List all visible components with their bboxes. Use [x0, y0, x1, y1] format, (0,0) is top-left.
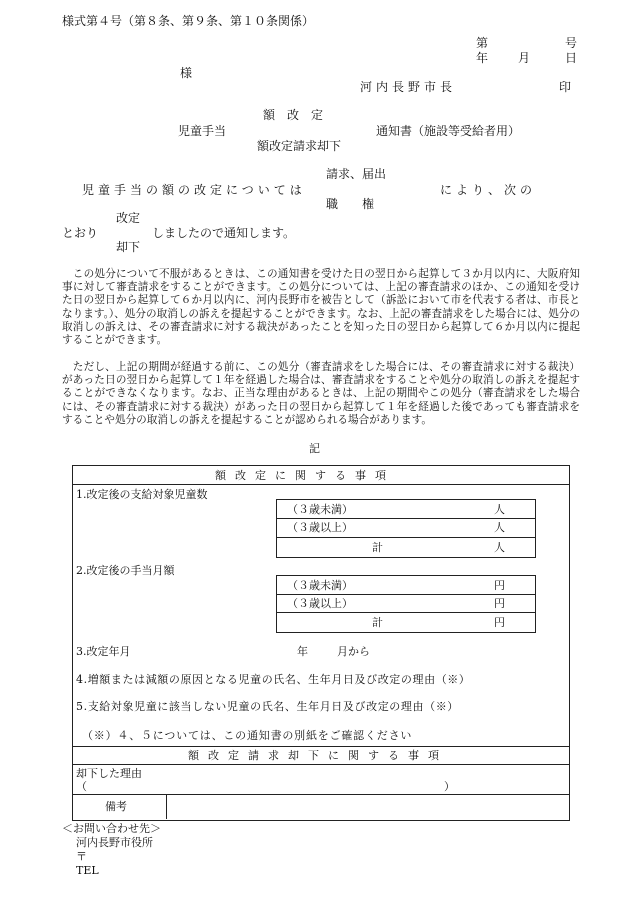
doc-number-go: 号 — [565, 36, 578, 50]
count-under3-label: （３歳未満） — [287, 503, 353, 516]
item2-label: 2.改定後の手当月額 — [76, 564, 175, 577]
contact-tel: TEL — [76, 864, 99, 877]
contact-heading: ＜お問い合わせ先＞ — [62, 822, 161, 835]
form-number: 様式第４号（第８条、第９条、第１０条関係） — [62, 14, 315, 28]
item1-label: 1.改定後の支給対象児童数 — [76, 488, 208, 501]
appeal-paragraph-1: この処分について不服があるときは、この通知書を受けた日の翌日から起算して３か月以内に、大阪府知事に対して審査請求をすることができます。この処分については、上記の審査請求のほか、この通知を受けた日の翌日から起算して６か月以内に、河内長野市を被告として（訴訟において市を代表する者は、市長となります。）、処分の取消しの訴えを提起することができます。なお、上記の審査請求をした場合には、処分の取消しの訴えは、その審査請求に対する裁決があったことを知った日の翌日から起算して６か月以内に提起することができます。 — [62, 268, 580, 347]
contact-postal: 〒 — [76, 850, 87, 863]
count-over3-unit: 人 — [494, 521, 505, 534]
intro-option-bottom: 職 権 — [326, 197, 375, 211]
count-total-label: 計 — [372, 541, 383, 554]
title-top: 額 改 定 — [263, 108, 324, 122]
date-day: 日 — [565, 51, 578, 65]
paren-close: ） — [444, 780, 455, 793]
title-bottom: 額改定請求却下 — [257, 139, 342, 153]
title-right: 通知書（施設等受給者用） — [376, 124, 521, 138]
item4-label: 4.増額または減額の原因となる児童の氏名、生年月日及び改定の理由（※） — [76, 673, 471, 686]
asterisk-note: （※）４、５については、この通知書の別紙をご確認ください — [82, 729, 413, 742]
count-under3-unit: 人 — [494, 503, 505, 516]
intro-text-2: により、次の — [440, 183, 537, 197]
title-left: 児童手当 — [178, 124, 227, 138]
biko-label: 備考 — [105, 800, 127, 813]
item3-label: 3.改定年月 — [76, 645, 131, 658]
seal-mark: 印 — [559, 80, 572, 94]
ki-mark: 記 — [309, 442, 320, 455]
appeal-paragraph-2: ただし、上記の期間が経過する前に、この処分（審査請求をした場合には、その審査請求に対する裁決）があった日の翌日から起算して１年を経過した場合は、審査請求をすることや処分の取消しの訴えを提起することができなくなります。なお、正当な理由があるときは、上記の期間やこの処分（審査請求をした場合には、その審査請求に対する裁決）があった日の翌日から起算して１年を経過した後であっても審査請求をすることや処分の取消しの訴えを提起することが認められる場合があります。 — [62, 361, 580, 426]
item3-year: 年 — [297, 645, 308, 658]
paren-open: （ — [76, 780, 87, 793]
issuer: 河内長野市長 — [360, 80, 457, 94]
amount-over3-label: （３歳以上） — [287, 597, 353, 610]
doc-number-dai: 第 — [476, 36, 489, 50]
addressee-suffix: 様 — [180, 66, 193, 80]
date-month: 月 — [518, 51, 531, 65]
date-year: 年 — [476, 51, 489, 65]
amount-total-unit: 円 — [494, 616, 505, 629]
intro-option-top: 請求、届出 — [326, 167, 387, 181]
intro-tori: とおり — [62, 226, 99, 240]
intro-text-1: 児童手当の額の改定については — [82, 183, 306, 197]
contact-org: 河内長野市役所 — [76, 836, 153, 849]
amount-under3-unit: 円 — [494, 579, 505, 592]
intro-option2-top: 改定 — [116, 211, 141, 225]
amount-total-label: 計 — [372, 616, 383, 629]
amount-under3-label: （３歳未満） — [287, 579, 353, 592]
count-over3-label: （３歳以上） — [287, 521, 353, 534]
rejection-reason-label: 却下した理由 — [76, 767, 142, 780]
intro-option2-bottom: 却下 — [116, 240, 141, 254]
amount-over3-unit: 円 — [494, 597, 505, 610]
section2-header: 額改定請求却下に関する事項 — [188, 749, 448, 762]
item3-month-from: 月から — [337, 645, 370, 658]
item5-label: 5.支給対象児童に該当しない児童の氏名、生年月日及び改定の理由（※） — [76, 700, 459, 713]
count-total-unit: 人 — [494, 541, 505, 554]
intro-text-3: しましたので通知します。 — [152, 226, 296, 240]
section1-header: 額改定に関する事項 — [215, 469, 395, 482]
